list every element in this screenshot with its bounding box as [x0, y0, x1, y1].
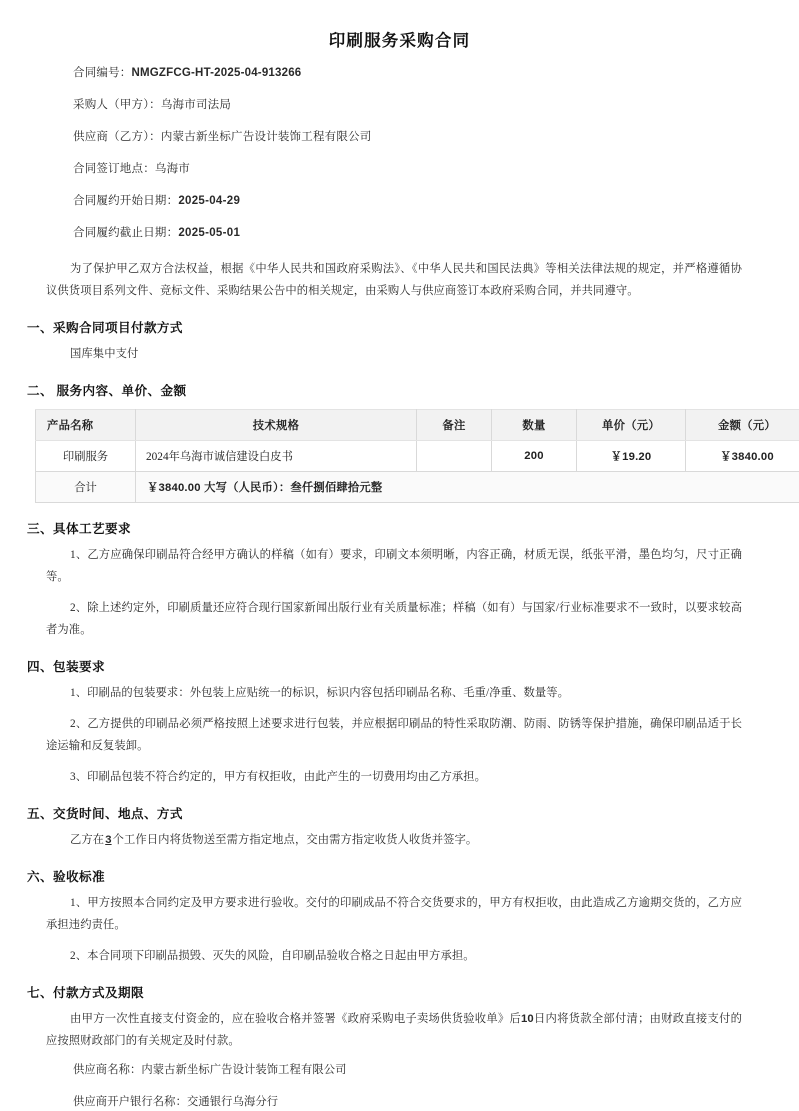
meta-value: 内蒙古新坐标广告设计装饰工程有限公司 [161, 131, 372, 143]
goods-table-body [36, 441, 799, 503]
table-row [36, 441, 799, 472]
supplier-bank-line [0, 1095, 799, 1111]
section-4-item-2: 2、乙方提供的印刷品必须严格按照上述要求进行包装，并应根据印刷品的特性采取防潮、防雨、防锈等保护措施，确保印刷品适于长途运输和反复装卸。 [0, 713, 799, 757]
goods-table-head [36, 410, 799, 441]
col-header-quantity: 数量 [492, 410, 577, 441]
section-3-item-2: 2、除上述约定外，印刷质量还应符合现行国家新闻出版行业有关质量标准；样稿（如有）与国家/行业标准要求不一致时，以要求较高者为准。 [0, 597, 799, 641]
cell-amount: ￥3840.00 [686, 441, 799, 472]
section-3-item-1: 1、乙方应确保印刷品符合经甲方确认的样稿（如有）要求，印刷文本须明晰，内容正确，材质无误，纸张平滑，墨色均匀，尺寸正确等。 [0, 544, 799, 588]
meta-value: NMGZFCG-HT-2025-04-913266 [132, 67, 302, 79]
meta-label: 合同签订地点： [73, 163, 155, 175]
delivery-days-value: 3 [104, 834, 112, 846]
meta-label: 合同履约开始日期： [73, 195, 178, 207]
supplier-bank-label: 供应商开户银行名称： [73, 1096, 187, 1108]
meta-label: 采购人（甲方）： [73, 99, 161, 111]
section-heading-4: 四、包装要求 [0, 656, 799, 675]
section-6-item-1: 1、甲方按照本合同约定及甲方要求进行验收。交付的印刷成品不符合交货要求的，甲方有权拒收，由此造成乙方逾期交货的，乙方应承担违约责任。 [0, 892, 799, 936]
cell-product-name: 印刷服务 [36, 441, 136, 472]
meta-value: 乌海市司法局 [161, 99, 231, 111]
section-7-body [0, 1008, 799, 1052]
col-header-spec: 技术规格 [136, 410, 417, 441]
section-4-item-3: 3、印刷品包装不符合约定的，甲方有权拒收，由此产生的一切费用均由乙方承担。 [0, 766, 799, 788]
cell-note [417, 441, 492, 472]
meta-value: 2025-04-29 [178, 195, 240, 207]
payment-days-value: 10 [521, 1013, 534, 1025]
delivery-suffix-text: 个工作日内将货物送至需方指定地点，交由需方指定收货人收货并签字。 [113, 834, 478, 846]
meta-label: 合同履约截止日期： [73, 227, 178, 239]
section-heading-7: 七、付款方式及期限 [0, 982, 799, 1001]
section-heading-3: 三、具体工艺要求 [0, 518, 799, 537]
table-header-row [36, 410, 799, 441]
meta-end-date [0, 226, 799, 242]
supplier-name-line [0, 1063, 799, 1079]
section-5-body [0, 829, 799, 851]
meta-supplier [0, 130, 799, 146]
section-heading-1: 一、采购合同项目付款方式 [0, 317, 799, 336]
col-header-amount: 金额（元） [686, 410, 799, 441]
meta-value: 乌海市 [155, 163, 190, 175]
meta-label: 供应商（乙方）： [73, 131, 161, 143]
goods-table [35, 409, 799, 503]
supplier-name-value: 内蒙古新坐标广告设计装饰工程有限公司 [141, 1064, 346, 1076]
page-title: 印刷服务采购合同 [0, 0, 799, 53]
contract-meta-block [0, 53, 799, 242]
col-header-product-name: 产品名称 [36, 410, 136, 441]
section-6-item-2: 2、本合同项下印刷品损毁、灭失的风险，自印刷品验收合格之日起由甲方承担。 [0, 945, 799, 967]
supplier-name-label: 供应商名称： [73, 1064, 141, 1076]
supplier-bank-value: 交通银行乌海分行 [187, 1096, 278, 1108]
section-heading-2: 二、 服务内容、单价、金额 [0, 380, 799, 399]
goods-table-wrapper [0, 406, 799, 503]
payment-prefix-text: 由甲方一次性直接支付资金的，应在验收合格并签署《政府采购电子卖场供货验收单》后 [70, 1013, 521, 1025]
section-heading-5: 五、交货时间、地点、方式 [0, 803, 799, 822]
cell-quantity: 200 [492, 441, 577, 472]
section-4-item-1: 1、印刷品的包装要求：外包装上应贴统一的标识，标识内容包括印刷品名称、毛重/净重、数量等。 [0, 682, 799, 704]
meta-value: 2025-05-01 [178, 227, 240, 239]
meta-signing-place [0, 162, 799, 178]
supplier-details-block [0, 1061, 799, 1111]
preamble-paragraph: 为了保护甲乙双方合法权益，根据《中华人民共和国政府采购法》、《中华人民共和国民法典》等相关法律法规的规定，并严格遵循协议供货项目系列文件、竞标文件、采购结果公告中的相关规定，由采购人与供应商签订本政府采购合同，并共同遵守。 [0, 258, 799, 302]
cell-total-value: ￥3840.00 大写（人民币）：叁仟捌佰肆拾元整 [136, 472, 799, 503]
delivery-prefix-text: 乙方在 [70, 834, 104, 846]
cell-unit-price: ￥19.20 [577, 441, 686, 472]
col-header-unit-price: 单价（元） [577, 410, 686, 441]
cell-total-label: 合计 [36, 472, 136, 503]
payment-suffix-text: 日内将货款全部付清；由财政直接支付的应按照财政部门的有关规定及时付款。 [46, 1013, 742, 1047]
meta-contract-number [0, 66, 799, 82]
col-header-note: 备注 [417, 410, 492, 441]
meta-label: 合同编号： [73, 67, 132, 79]
section-heading-6: 六、验收标准 [0, 866, 799, 885]
meta-purchaser [0, 98, 799, 114]
cell-spec: 2024年乌海市诚信建设白皮书 [136, 441, 417, 472]
meta-start-date [0, 194, 799, 210]
table-total-row [36, 472, 799, 503]
section-1-body: 国库集中支付 [0, 343, 799, 365]
